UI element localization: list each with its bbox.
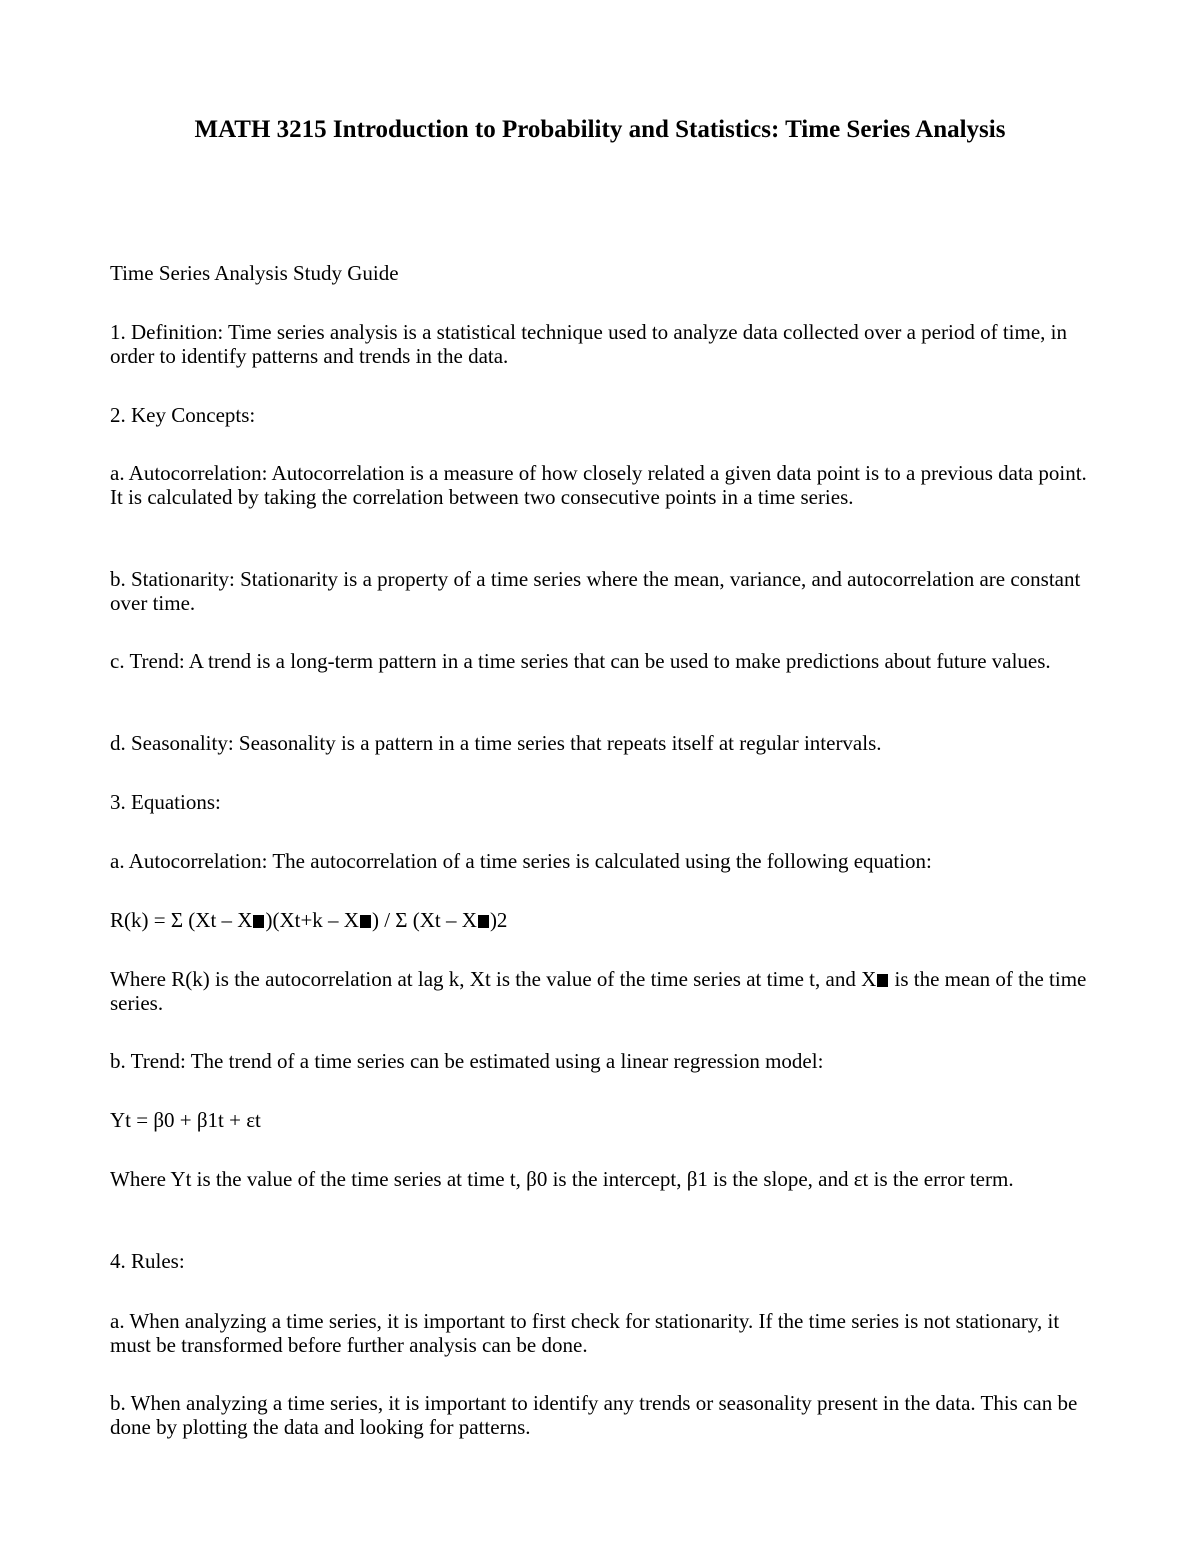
explanation-part: is the mean of the time series.	[110, 967, 1087, 1015]
rules-heading: 4. Rules:	[110, 1249, 185, 1273]
missing-glyph-box	[360, 915, 371, 928]
concept-autocorrelation: a. Autocorrelation: Autocorrelation is a measure of how closely related a given data point is to a previous data point. It is calculated by taking the correlation between two consecutive points in a time series.	[110, 461, 1087, 509]
missing-glyph-box	[877, 974, 888, 987]
concept-trend: c. Trend: A trend is a long-term pattern in a time series that can be used to make predictions about future values.	[110, 649, 1051, 673]
rule-stationarity: a. When analyzing a time series, it is important to first check for stationarity. If the time series is not stationary, it must be transformed before further analysis can be done.	[110, 1309, 1060, 1357]
equation-autocorrelation-intro: a. Autocorrelation: The autocorrelation of a time series is calculated using the following equation:	[110, 849, 932, 873]
document-title: MATH 3215 Introduction to Probability and Statistics: Time Series Analysis	[194, 116, 1006, 143]
key-concepts-heading: 2. Key Concepts:	[110, 403, 256, 427]
equations-heading: 3. Equations:	[110, 790, 221, 814]
concept-seasonality: d. Seasonality: Seasonality is a pattern in a time series that repeats itself at regular intervals.	[110, 731, 882, 755]
definition-paragraph: 1. Definition: Time series analysis is a statistical technique used to analyze data collected over a period of time, in order to identify patterns and trends in the data.	[110, 320, 1067, 368]
equation-part: )2	[489, 908, 508, 932]
equation-autocorrelation	[110, 908, 1100, 932]
missing-glyph-box	[253, 915, 264, 928]
concept-stationarity: b. Stationarity: Stationarity is a property of a time series where the mean, variance, and autocorrelation are constant over time.	[110, 567, 1081, 615]
explanation-part: Where R(k) is the autocorrelation at lag k, Xt is the value of the time series at time t, and X	[110, 967, 877, 991]
rule-trends-seasonality: b. When analyzing a time series, it is important to identify any trends or seasonality present in the data. This can be done by plotting the data and looking for patterns.	[110, 1391, 1078, 1439]
equation-trend-intro: b. Trend: The trend of a time series can be estimated using a linear regression model:	[110, 1049, 824, 1073]
study-guide-heading: Time Series Analysis Study Guide	[110, 261, 399, 285]
missing-glyph-box	[478, 915, 489, 928]
equation-part: R(k) = Σ (Xt – X	[110, 908, 253, 932]
equation-trend-explanation: Where Yt is the value of the time series at time t, β0 is the intercept, β1 is the slope, and εt is the error term.	[110, 1167, 1014, 1191]
equation-trend: Yt = β0 + β1t + εt	[110, 1108, 261, 1132]
equation-autocorrelation-explanation	[110, 967, 1100, 1015]
equation-part: )(Xt+k – X	[265, 908, 359, 932]
equation-part: ) / Σ (Xt – X	[371, 908, 477, 932]
